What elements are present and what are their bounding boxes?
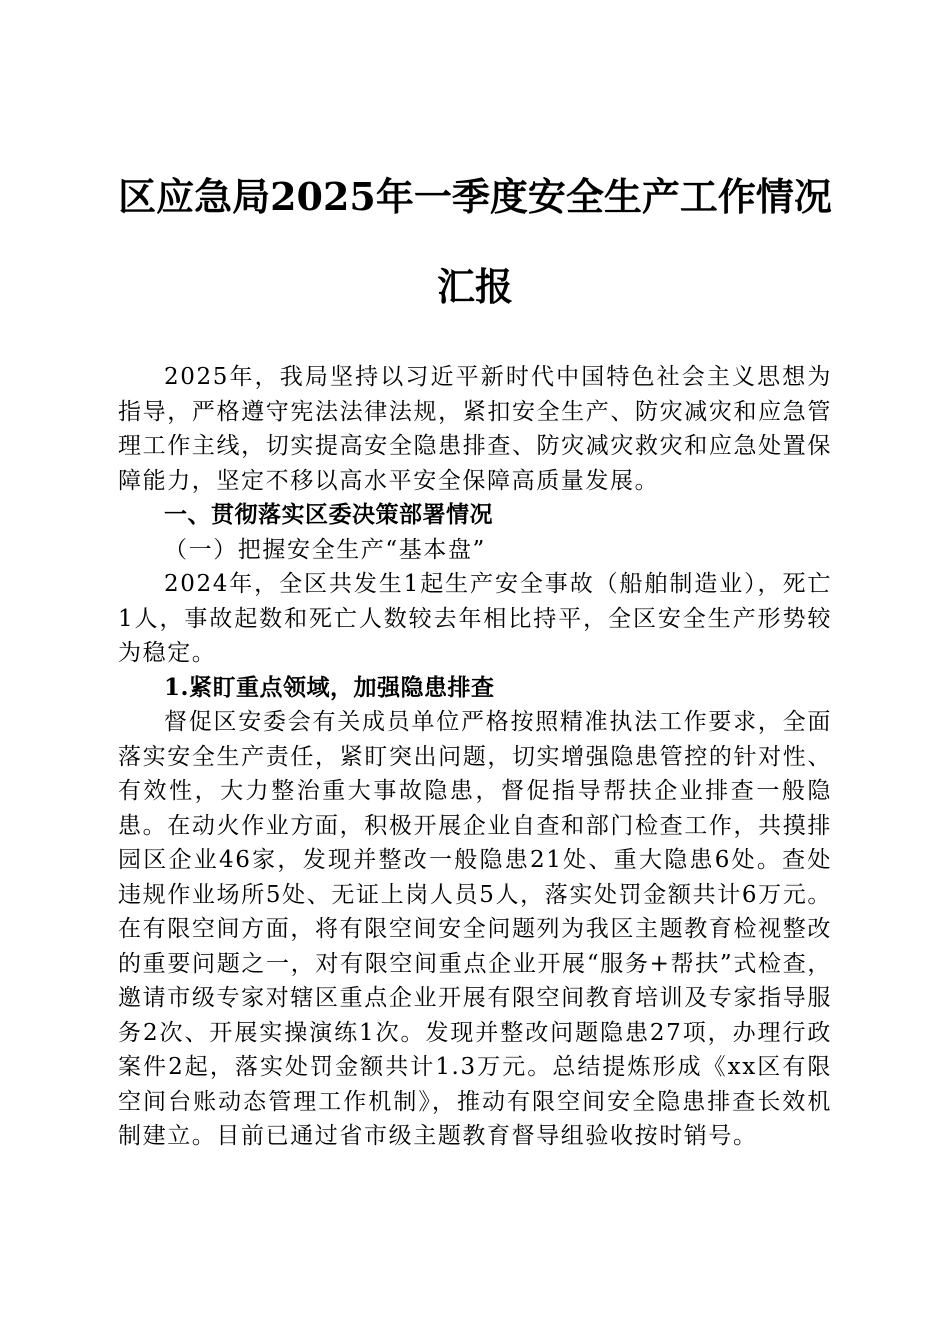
- subsection-paragraph: 2024年，全区共发生1起生产安全事故（船舶制造业），死亡1人，事故起数和死亡人数较去年相比持平，全区安全生产形势较为稳定。: [118, 571, 832, 666]
- subsection-heading: （一）把握安全生产“基本盘”: [164, 536, 486, 563]
- item-paragraph: 督促区安委会有关成员单位严格按照精准执法工作要求，全面落实安全生产责任，紧盯突出问题，切实增强隐患管控的针对性、有效性，大力整治重大事故隐患，督促指导帮扶企业排查一般隐患。在动火作业方面，积极开展企业自查和部门检查工作，共摸排园区企业46家，发现并整改一般隐患21处、重大隐患6处。查处违规作业场所5处、无证上岗人员5人，落实处罚金额共计6万元。在有限空间方面，将有限空间安全问题列为我区主题教育检视整改的重要问题之一，对有限空间重点企业开展“服务+帮扶”式检查，邀请市级专家对辖区重点企业开展有限空间教育培训及专家指导服务2次、开展实操演练1次。发现并整改问题隐患27项，办理行政案件2起，落实处罚金额共计1.3万元。总结提炼形成《xx区有限空间台账动态管理工作机制》，推动有限空间安全隐患排查长效机制建立。目前已通过省市级主题教育督导组验收按时销号。: [118, 709, 832, 1149]
- document-body: [118, 360, 832, 1154]
- section-heading: 一、贯彻落实区委决策部署情况: [164, 501, 493, 528]
- document-title: 区应急局2025年一季度安全生产工作情况汇报: [118, 174, 832, 309]
- intro-paragraph: 2025年，我局坚持以习近平新时代中国特色社会主义思想为指导，严格遵守宪法法律法规，紧扣安全生产、防灾减灾和应急管理工作主线，切实提高安全隐患排查、防灾减灾救灾和应急处置保障能力，坚定不移以高水平安全保障高质量发展。: [118, 364, 832, 494]
- item-heading: 1.紧盯重点领域，加强隐患排查: [164, 673, 495, 701]
